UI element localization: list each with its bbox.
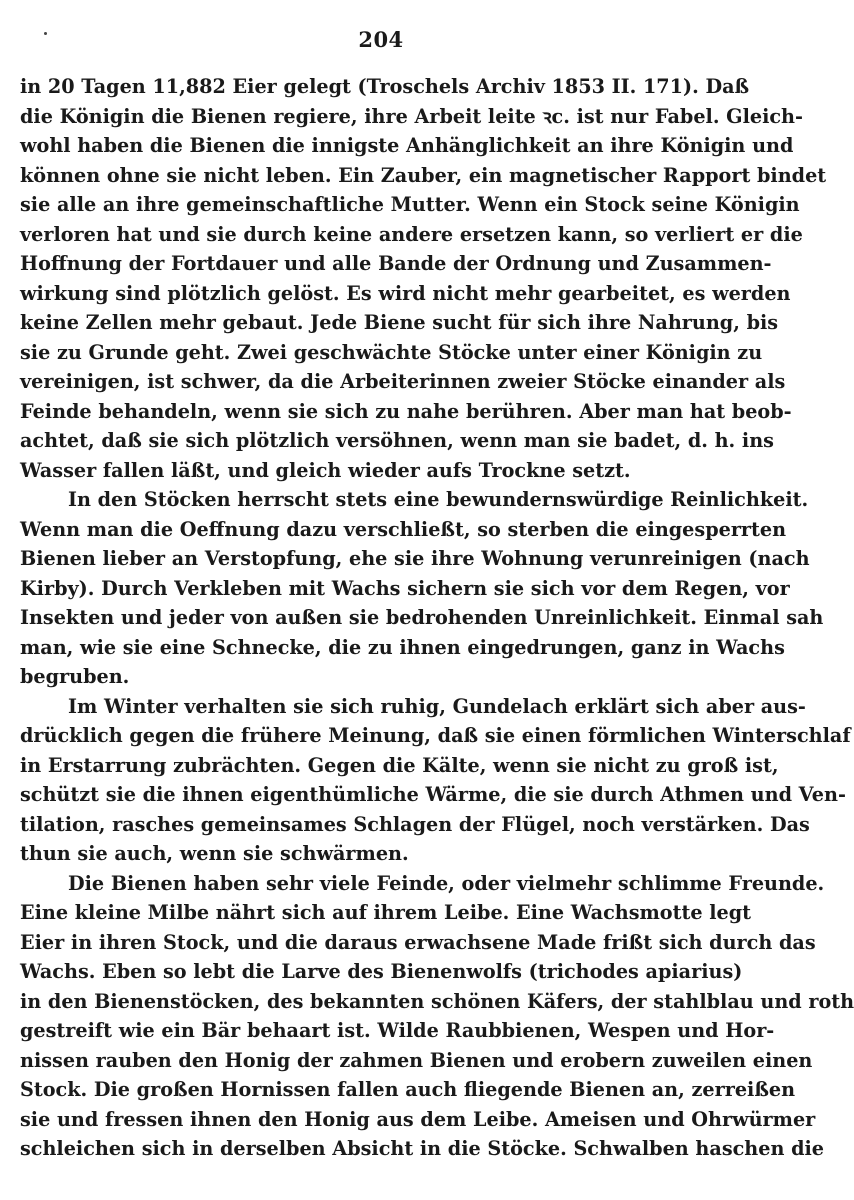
- body-text: [20, 72, 854, 1164]
- text-line: in 20 Tagen 11,882 Eier gelegt (Troschels Archiv 1853 II. 171). Daß: [20, 75, 750, 98]
- text-line: vereinigen, ist schwer, da die Arbeiterinnen zweier Stöcke einander als: [20, 370, 786, 393]
- text-line: Bienen lieber an Verstopfung, ehe sie ihre Wohnung verunreinigen (nach: [20, 547, 810, 570]
- text-line: drücklich gegen die frühere Meinung, daß sie einen förmlichen Winterschlaf: [20, 724, 851, 747]
- text-line: wohl haben die Bienen die innigste Anhänglichkeit an ihre Königin und: [20, 134, 794, 157]
- paragraph: [20, 72, 827, 485]
- text-line: thun sie auch, wenn sie schwärmen.: [20, 842, 409, 865]
- text-line: Stock. Die großen Hornissen fallen auch fliegende Bienen an, zerreißen: [20, 1078, 796, 1101]
- paragraph: [20, 869, 854, 1164]
- text-line: sie und fressen ihnen den Honig aus dem Leibe. Ameisen und Ohrwürmer: [20, 1107, 816, 1131]
- page-number: 204: [358, 27, 404, 52]
- text-line: können ohne sie nicht leben. Ein Zauber, ein magnetischer Rapport bindet: [20, 163, 827, 187]
- text-line: schützt sie die ihnen eigenthümliche Wärme, die sie durch Athmen und Ven-: [20, 783, 846, 806]
- text-line: die Königin die Bienen regiere, ihre Arbeit leite ꝛc. ist nur Fabel. Gleich-: [20, 104, 803, 128]
- text-line: gestreift wie ein Bär behaart ist. Wilde Raubbienen, Wespen und Hor-: [20, 1019, 775, 1042]
- text-line: in den Bienenstöcken, des bekannten schönen Käfers, der stahlblau und roth: [20, 989, 854, 1013]
- text-line: Feinde behandeln, wenn sie sich zu nahe berühren. Aber man hat beob-: [20, 399, 792, 423]
- text-line: Die Bienen haben sehr viele Feinde, oder vielmehr schlimme Freunde.: [68, 871, 825, 895]
- text-line: Im Winter verhalten sie sich ruhig, Gundelach erklärt sich aber aus-: [68, 694, 806, 718]
- text-line: keine Zellen mehr gebaut. Jede Biene sucht für sich ihre Nahrung, bis: [20, 311, 779, 334]
- print-speck: [44, 32, 47, 35]
- text-line: Hoffnung der Fortdauer und alle Bande der Ordnung und Zusammen-: [20, 252, 772, 275]
- text-line: man, wie sie eine Schnecke, die zu ihnen eingedrungen, ganz in Wachs: [20, 635, 785, 659]
- text-line: Wasser fallen läßt, und gleich wieder aufs Trockne setzt.: [20, 458, 631, 482]
- paragraph: [20, 692, 851, 869]
- text-line: In den Stöcken herrscht stets eine bewundernswürdige Reinlichkeit.: [68, 488, 809, 511]
- text-line: in Erstarrung zubrächten. Gegen die Kälte, wenn sie nicht zu groß ist,: [20, 753, 779, 777]
- text-line: sie alle an ihre gemeinschaftliche Mutter. Wenn ein Stock seine Königin: [20, 193, 800, 216]
- text-line: Wenn man die Oeffnung dazu verschließt, so sterben die eingesperrten: [20, 517, 787, 541]
- text-line: Insekten und jeder von außen sie bedrohenden Unreinlichkeit. Einmal sah: [20, 606, 824, 629]
- text-line: sie zu Grunde geht. Zwei geschwächte Stöcke unter einer Königin zu: [20, 340, 763, 364]
- text-line: nissen rauben den Honig der zahmen Bienen und erobern zuweilen einen: [20, 1048, 813, 1072]
- text-line: wirkung sind plötzlich gelöst. Es wird nicht mehr gearbeitet, es werden: [20, 281, 791, 305]
- text-line: Eine kleine Milbe nährt sich auf ihrem Leibe. Eine Wachsmotte legt: [20, 901, 751, 924]
- text-line: begruben.: [20, 665, 130, 688]
- paragraph: [20, 485, 824, 692]
- text-line: Kirby). Durch Verkleben mit Wachs sichern sie sich vor dem Regen, vor: [20, 576, 790, 600]
- text-line: schleichen sich in derselben Absicht in die Stöcke. Schwalben haschen die: [20, 1137, 825, 1160]
- text-line: Wachs. Eben so lebt die Larve des Bienenwolfs (trichodes apiarius): [20, 960, 743, 983]
- text-line: tilation, rasches gemeinsames Schlagen der Flügel, noch verstärken. Das: [20, 812, 810, 836]
- text-line: verloren hat und sie durch keine andere ersetzen kann, so verliert er die: [20, 222, 803, 246]
- text-line: achtet, daß sie sich plötzlich versöhnen, wenn man sie badet, d. h. ins: [20, 429, 774, 452]
- text-line: Eier in ihren Stock, und die daraus erwachsene Made frißt sich durch das: [20, 930, 816, 954]
